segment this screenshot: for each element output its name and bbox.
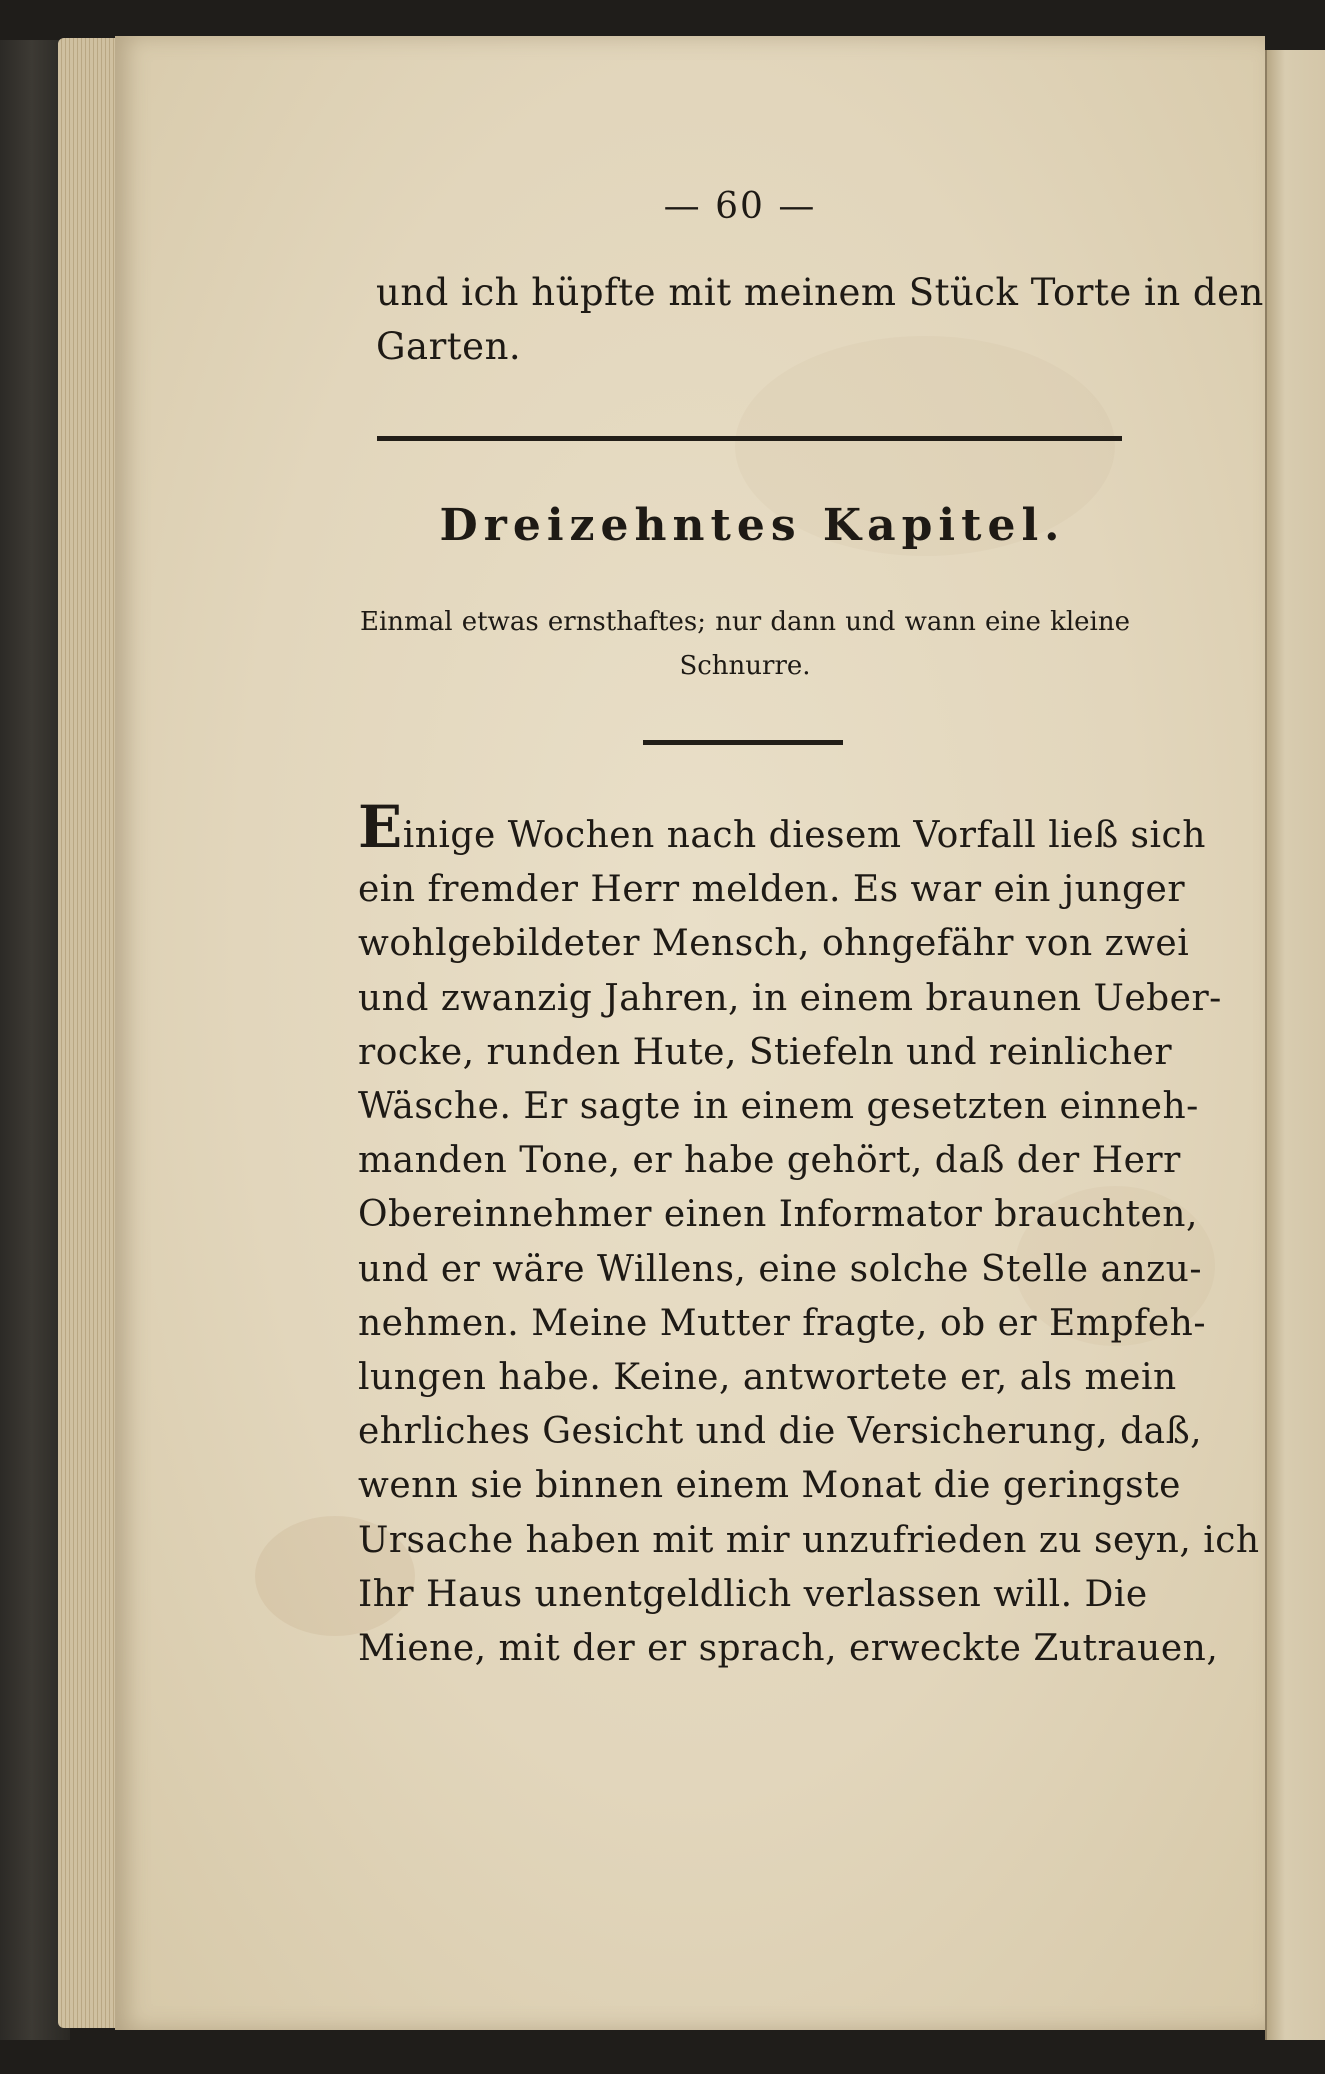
body-text [358, 793, 1260, 1676]
chapter-title: Dreizehntes Kapitel. [439, 500, 1066, 551]
body-line: Obereinnehmer einen Informator brauchten, [358, 1194, 1198, 1236]
body-line-text: inige Wochen nach diesem Vorfall ließ sich [402, 815, 1206, 856]
previous-text [376, 266, 1264, 374]
body-line: manden Tone, er habe gehört, daß der Herr [358, 1140, 1181, 1182]
body-line: wenn sie binnen einem Monat die geringste [358, 1465, 1181, 1507]
body-line: Ihr Haus unentgeldlich verlassen will. Die [358, 1573, 1148, 1615]
body-line: nehmen. Meine Mutter fragte, ob er Empfeh- [358, 1302, 1206, 1344]
section-divider [377, 436, 1122, 441]
body-line [358, 793, 1206, 863]
body-line: ehrliches Gesicht und die Versicherung, daß, [358, 1411, 1203, 1453]
chapter-subtitle-line: Schnurre. [679, 651, 811, 681]
page-number: — 60 — [663, 186, 817, 227]
chapter-subtitle-line: Einmal etwas ernsthaftes; nur dann und wann eine kleine [360, 607, 1130, 637]
previous-text-line: Garten. [376, 325, 522, 368]
next-page-edge [1265, 50, 1325, 2040]
body-line: rocke, runden Hute, Stiefeln und reinlicher [358, 1031, 1173, 1073]
body-line: und zwanzig Jahren, in einem braunen Ueber- [358, 977, 1222, 1019]
drop-cap: E [358, 793, 403, 861]
body-line: Ursache haben mit mir unzufrieden zu seyn, ich [358, 1519, 1260, 1561]
body-line: lungen habe. Keine, antwortete er, als mein [358, 1357, 1177, 1399]
chapter-subtitle [360, 600, 1130, 688]
body-line: Miene, mit der er sprach, erweckte Zutrauen, [358, 1628, 1219, 1670]
body-line: Wäsche. Er sagte in einem gesetzten einneh- [358, 1086, 1199, 1128]
body-line: und er wäre Willens, eine solche Stelle anzu- [358, 1248, 1202, 1290]
chapter-divider [643, 740, 843, 745]
previous-text-line: und ich hüpfte mit meinem Stück Torte in den [376, 271, 1264, 314]
body-line: wohlgebildeter Mensch, ohngefähr von zwei [358, 923, 1190, 965]
body-line: ein fremder Herr melden. Es war ein junger [358, 869, 1186, 911]
